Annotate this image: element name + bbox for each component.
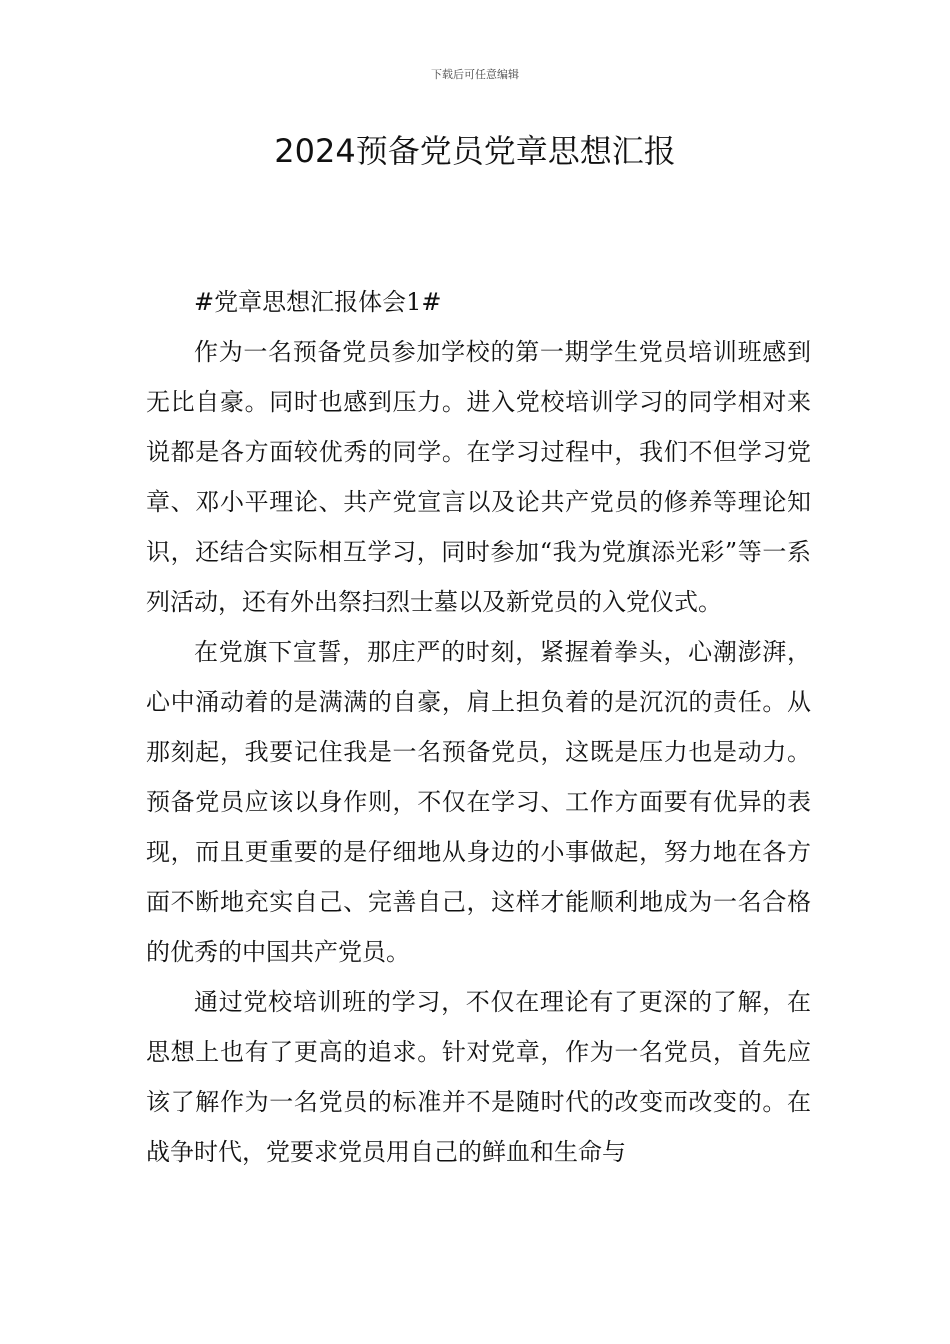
document-body: [146, 277, 811, 1177]
body-paragraph: 通过党校培训班的学习，不仅在理论有了更深的了解，在思想上也有了更高的追求。针对党章，作为一名党员，首先应该了解作为一名党员的标准并不是随时代的改变而改变的。在战争时代，党要求党员用自己的鲜血和生命与: [146, 988, 811, 1166]
body-paragraph: 作为一名预备党员参加学校的第一期学生党员培训班感到无比自豪。同时也感到压力。进入党校培训学习的同学相对来说都是各方面较优秀的同学。在学习过程中，我们不但学习党章、邓小平理论、共产党宣言以及论共产党员的修养等理论知识，还结合实际相互学习，同时参加“我为党旗添光彩”等一系列活动，还有外出祭扫烈士墓以及新党员的入党仪式。: [146, 338, 811, 616]
document-title: 2024预备党员党章思想汇报: [274, 132, 676, 170]
body-paragraph: 在党旗下宣誓，那庄严的时刻，紧握着拳头，心潮澎湃，心中涌动着的是满满的自豪，肩上担负着的是沉沉的责任。从那刻起，我要记住我是一名预备党员，这既是压力也是动力。预备党员应该以身作则，不仅在学习、工作方面要有优异的表现，而且更重要的是仔细地从身边的小事做起，努力地在各方面不断地充实自己、完善自己，这样才能顺利地成为一名合格的优秀的中国共产党员。: [146, 638, 811, 966]
header-note: 下载后可任意编辑: [431, 68, 519, 81]
section-heading: #党章思想汇报体会1#: [194, 288, 442, 316]
